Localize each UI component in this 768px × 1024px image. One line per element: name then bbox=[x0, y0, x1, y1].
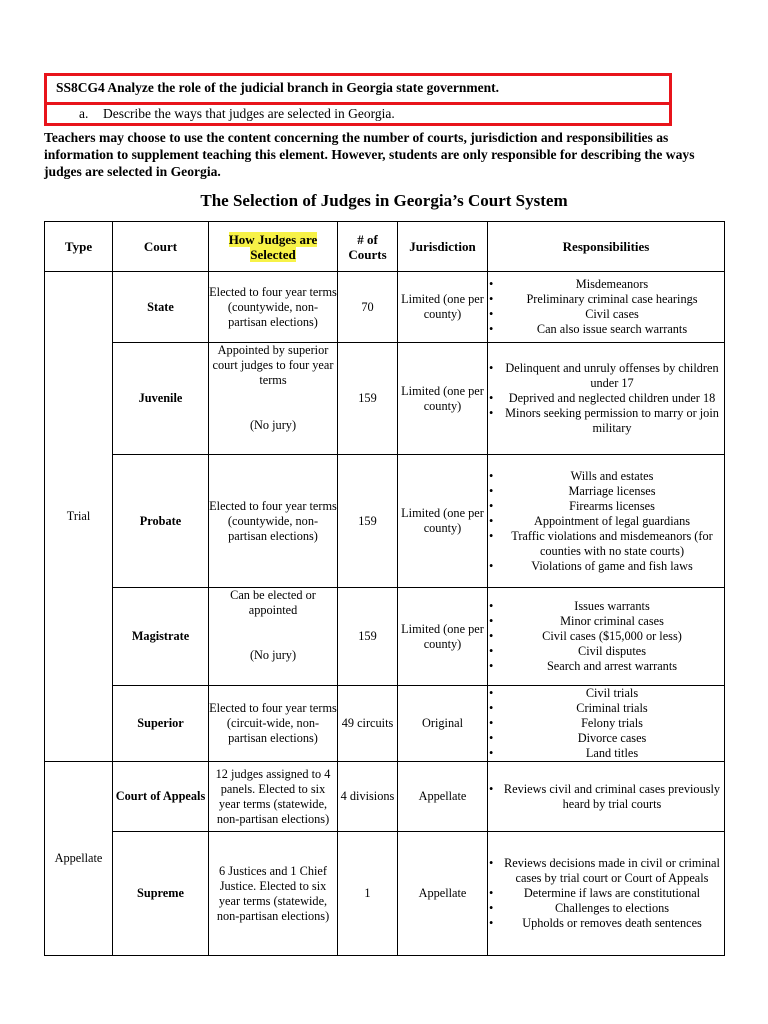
standard-box bbox=[44, 73, 672, 126]
table-row bbox=[45, 455, 725, 588]
responsibilities-cell bbox=[488, 455, 725, 588]
selection-text: Can be elected or appointed bbox=[230, 588, 316, 617]
selection-cell: Elected to four year terms (countywide, non-partisan elections) bbox=[209, 272, 338, 343]
responsibility-item: • Criminal trials bbox=[488, 701, 724, 716]
court-name: Magistrate bbox=[113, 588, 209, 686]
responsibility-item: • Appointment of legal guardians bbox=[488, 514, 724, 529]
responsibility-item: • Felony trials bbox=[488, 716, 724, 731]
court-name: Juvenile bbox=[113, 343, 209, 455]
courts-count: 159 bbox=[338, 455, 398, 588]
jurisdiction-cell: Limited (one per county) bbox=[398, 588, 488, 686]
responsibility-item: • Preliminary criminal case hearings bbox=[488, 292, 724, 307]
responsibility-item: • Can also issue search warrants bbox=[488, 322, 724, 337]
header-responsibilities: Responsibilities bbox=[488, 222, 725, 272]
table-row bbox=[45, 272, 725, 343]
jurisdiction-cell: Appellate bbox=[398, 832, 488, 956]
responsibility-item: • Wills and estates bbox=[488, 469, 724, 484]
responsibility-item: • Civil cases bbox=[488, 307, 724, 322]
responsibilities-cell bbox=[488, 588, 725, 686]
standard-code-line: SS8CG4 Analyze the role of the judicial branch in Georgia state government. bbox=[47, 76, 669, 105]
header-type: Type bbox=[45, 222, 113, 272]
header-num-courts: # of Courts bbox=[338, 222, 398, 272]
standard-element-line bbox=[47, 105, 669, 123]
selection-cell bbox=[209, 588, 338, 686]
responsibilities-cell bbox=[488, 762, 725, 832]
highlighted-text: How Judges are Selected bbox=[228, 231, 318, 262]
court-name: Court of Appeals bbox=[113, 762, 209, 832]
table-row bbox=[45, 686, 725, 762]
intro-paragraph: Teachers may choose to use the content concerning the number of courts, jurisdiction and responsibilities as information to supplement teaching this element. However, students are only responsible for describing the ways judges are selected in Georgia. bbox=[44, 130, 695, 179]
court-name: Probate bbox=[113, 455, 209, 588]
type-cell-trial: Trial bbox=[45, 272, 113, 762]
no-jury-note: (No jury) bbox=[249, 418, 297, 432]
responsibility-item: • Deprived and neglected children under 18 bbox=[488, 391, 724, 406]
element-label: a. bbox=[79, 106, 89, 121]
table-row bbox=[45, 343, 725, 455]
court-name: Superior bbox=[113, 686, 209, 762]
header-court: Court bbox=[113, 222, 209, 272]
responsibility-item: • Minor criminal cases bbox=[488, 614, 724, 629]
responsibility-item: • Reviews decisions made in civil or criminal cases by trial court or Court of Appeals bbox=[488, 856, 724, 886]
responsibilities-cell bbox=[488, 832, 725, 956]
selection-text: Appointed by superior court judges to four year terms bbox=[212, 343, 334, 387]
courts-count: 70 bbox=[338, 272, 398, 343]
type-cell-appellate: Appellate bbox=[45, 762, 113, 956]
responsibilities-cell bbox=[488, 272, 725, 343]
selection-cell: 12 judges assigned to 4 panels. Elected to six year terms (statewide, non-partisan elections) bbox=[209, 762, 338, 832]
responsibility-item: • Search and arrest warrants bbox=[488, 659, 724, 674]
responsibility-item: • Reviews civil and criminal cases previously heard by trial courts bbox=[488, 782, 724, 812]
responsibilities-cell bbox=[488, 686, 725, 762]
responsibility-item: • Civil cases ($15,000 or less) bbox=[488, 629, 724, 644]
responsibility-item: • Minors seeking permission to marry or join military bbox=[488, 406, 724, 436]
responsibility-item: • Firearms licenses bbox=[488, 499, 724, 514]
responsibility-item: • Divorce cases bbox=[488, 731, 724, 746]
table-header-row bbox=[45, 222, 725, 272]
courts-count: 4 divisions bbox=[338, 762, 398, 832]
selection-cell: Elected to four year terms (countywide, non-partisan elections) bbox=[209, 455, 338, 588]
header-how-selected bbox=[209, 222, 338, 272]
courts-count: 1 bbox=[338, 832, 398, 956]
jurisdiction-cell: Appellate bbox=[398, 762, 488, 832]
selection-cell bbox=[209, 343, 338, 455]
courts-count: 49 circuits bbox=[338, 686, 398, 762]
responsibility-item: • Violations of game and fish laws bbox=[488, 559, 724, 574]
table-row bbox=[45, 832, 725, 956]
responsibility-item: • Civil disputes bbox=[488, 644, 724, 659]
responsibility-item: • Civil trials bbox=[488, 686, 724, 701]
court-system-table bbox=[44, 221, 725, 956]
selection-cell: Elected to four year terms (circuit-wide, non-partisan elections) bbox=[209, 686, 338, 762]
responsibility-item: • Issues warrants bbox=[488, 599, 724, 614]
responsibility-item: • Marriage licenses bbox=[488, 484, 724, 499]
court-name: State bbox=[113, 272, 209, 343]
responsibility-item: • Determine if laws are constitutional bbox=[488, 886, 724, 901]
header-jurisdiction: Jurisdiction bbox=[398, 222, 488, 272]
jurisdiction-cell: Limited (one per county) bbox=[398, 272, 488, 343]
jurisdiction-cell: Limited (one per county) bbox=[398, 455, 488, 588]
no-jury-note: (No jury) bbox=[249, 648, 297, 662]
element-text: Describe the ways that judges are selected in Georgia. bbox=[103, 106, 395, 121]
responsibilities-cell bbox=[488, 343, 725, 455]
responsibility-item: • Upholds or removes death sentences bbox=[488, 916, 724, 931]
jurisdiction-cell: Limited (one per county) bbox=[398, 343, 488, 455]
courts-count: 159 bbox=[338, 343, 398, 455]
page-title: The Selection of Judges in Georgia’s Court System bbox=[200, 191, 568, 210]
responsibility-item: • Challenges to elections bbox=[488, 901, 724, 916]
responsibility-item: • Land titles bbox=[488, 746, 724, 761]
court-name: Supreme bbox=[113, 832, 209, 956]
table-row bbox=[45, 762, 725, 832]
responsibility-item: • Delinquent and unruly offenses by children under 17 bbox=[488, 361, 724, 391]
responsibility-item: • Misdemeanors bbox=[488, 277, 724, 292]
table-row bbox=[45, 588, 725, 686]
jurisdiction-cell: Original bbox=[398, 686, 488, 762]
courts-count: 159 bbox=[338, 588, 398, 686]
selection-cell: 6 Justices and 1 Chief Justice. Elected to six year terms (statewide, non-partisan elections) bbox=[209, 832, 338, 956]
responsibility-item: • Traffic violations and misdemeanors (for counties with no state courts) bbox=[488, 529, 724, 559]
